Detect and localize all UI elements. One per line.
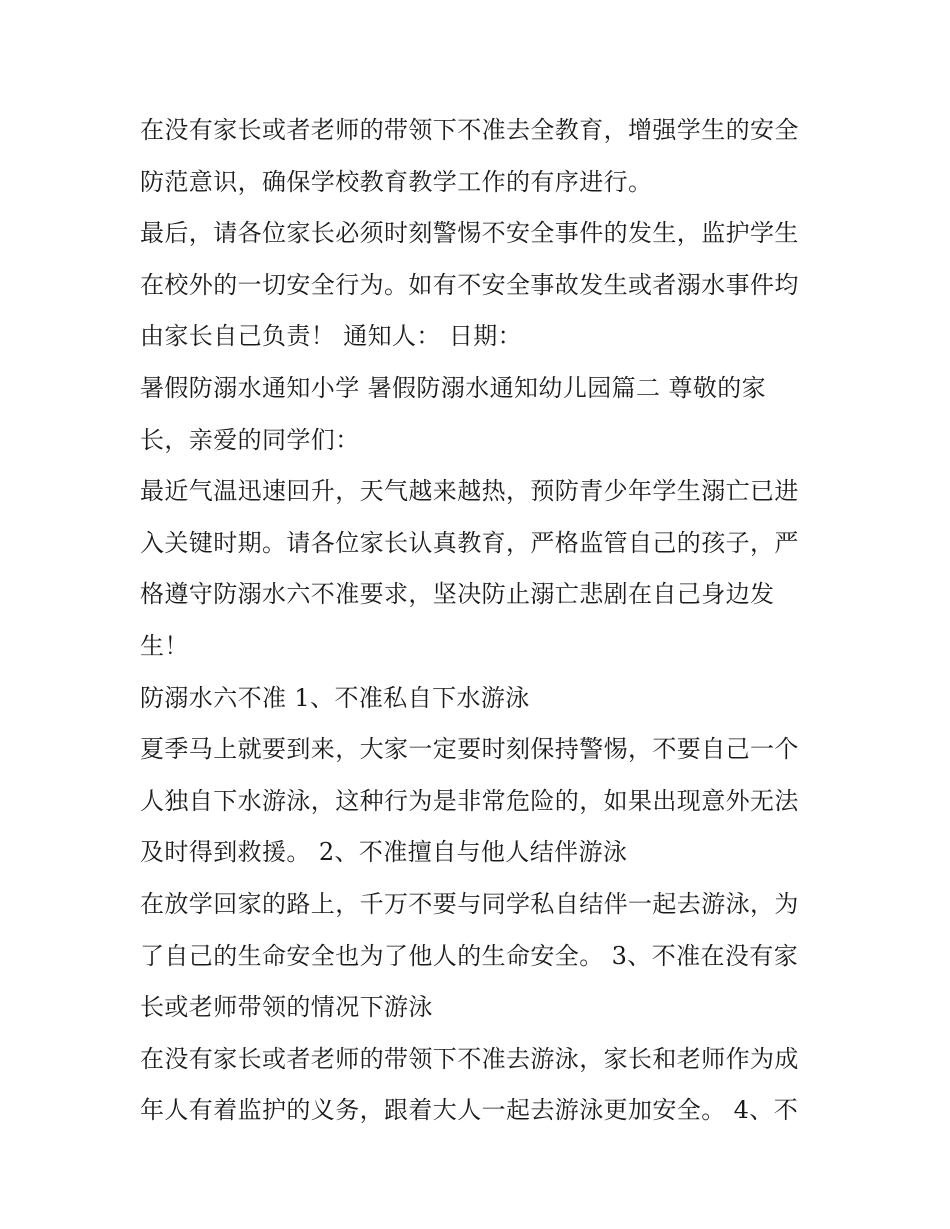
document-body [140,105,820,1137]
paragraph: 最近气温迅速回升，天气越来越热，预防青少年学生溺亡已进入关键时期。请各位家长认真教育，严格监管自己的孩子，严格遵守防溺水六不准要求，坚决防止溺亡悲剧在自己身边发 生！ [140,477,799,660]
paragraph: 最后，请各位家长必须时刻警惕不安全事件的发生，监护学生在校外的一切安全行为。如有不安全事故发生或者溺水事件均由家长自己负责！ 通知人： 日期： [140,219,799,351]
paragraph: 防溺水六不准 1、不准私自下水游泳 [140,683,530,712]
paragraph: 在放学回家的路上，千万不要与同学私自结伴一起去游泳，为了自己的生命安全也为了他人的生命安全。 3、不准在没有家 长或老师带领的情况下游泳 [140,889,799,1022]
paragraph: 暑假防溺水通知小学 暑假防溺水通知幼儿园篇二 尊敬的家 长，亲爱的同学们： [140,373,767,454]
paragraph: 在没有家长或者老师的带领下不准去全教育，增强学生的安全防范意识，确保学校教育教学工作的有序进行。 [140,116,799,196]
paragraph: 在没有家长或者老师的带领下不准去游泳，家长和老师作为成年人有着监护的义务，跟着大人一起去游泳更加安全。 4、不 [140,1044,799,1125]
paragraph: 夏季马上就要到来，大家一定要时刻保持警惕，不要自己一个人独自下水游泳，这种行为是非常危险的，如果出现意外无法及时得到救援。 2、不准擅自与他人结伴游泳 [140,735,799,867]
